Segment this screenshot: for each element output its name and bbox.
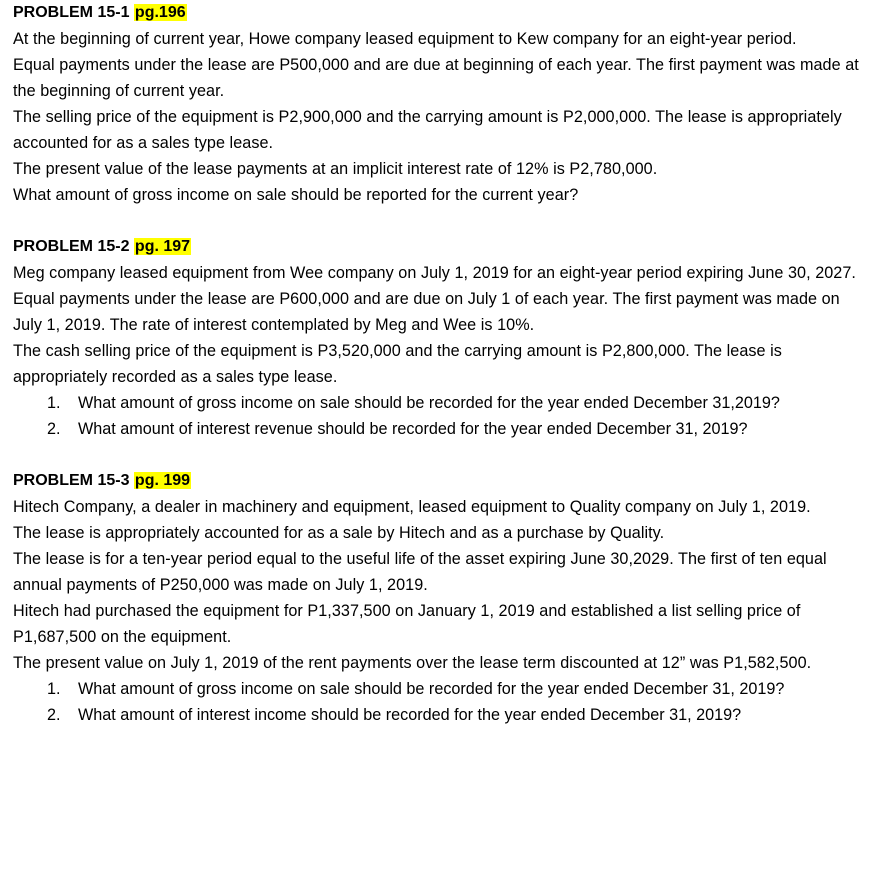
problem-heading [13,0,863,26]
problem-title: PROBLEM 15-3 [13,472,134,489]
question-text: What amount of gross income on sale should be recorded for the year ended December 31,2019? [78,394,780,412]
page-reference-highlight: pg. 197 [134,238,191,255]
list-number: 2. [47,706,61,724]
problem-15-2 [13,234,863,442]
problem-question: What amount of gross income on sale should be reported for the current year? [13,186,579,204]
list-number: 2. [47,420,61,438]
problem-paragraph: Hitech Company, a dealer in machinery and equipment, leased equipment to Quality company on July 1, 2019. [13,498,811,516]
page-reference-highlight: pg. 199 [134,472,191,489]
problem-paragraph: The lease is for a ten-year period equal to the useful life of the asset expiring June 30,2029. The first of ten equal annual payments of P250,000 was made on July 1, 2019. [13,550,827,594]
problem-heading [13,234,863,260]
list-item [13,702,863,728]
page-reference-highlight: pg.196 [134,4,186,21]
problem-paragraph: Equal payments under the lease are P500,000 and are due at beginning of each year. The first payment was made at the beginning of current year. [13,56,859,100]
problem-paragraph: Equal payments under the lease are P600,000 and are due on July 1 of each year. The first payment was made on July 1, 2019. The rate of interest contemplated by Meg and Wee is 10%. [13,290,840,334]
problem-paragraph: The present value of the lease payments at an implicit interest rate of 12% is P2,780,000. [13,160,658,178]
list-item [13,676,863,702]
question-text: What amount of gross income on sale should be recorded for the year ended December 31, 2019? [78,680,785,698]
list-item [13,390,863,416]
problem-paragraph: Meg company leased equipment from Wee company on July 1, 2019 for an eight-year period expiring June 30, 2027. [13,264,856,282]
list-item [13,416,863,442]
problem-paragraph: The lease is appropriately accounted for as a sale by Hitech and as a purchase by Quality. [13,524,665,542]
question-text: What amount of interest income should be recorded for the year ended December 31, 2019? [78,706,742,724]
problem-15-1 [13,0,863,208]
problem-paragraph: The present value on July 1, 2019 of the rent payments over the lease term discounted at 12” was P1,582,500. [13,654,812,672]
problem-paragraph: The selling price of the equipment is P2,900,000 and the carrying amount is P2,000,000. The lease is appropriately accounted for as a sales type lease. [13,108,842,152]
problem-15-3 [13,468,863,728]
question-list [13,676,863,728]
problem-paragraph: Hitech had purchased the equipment for P1,337,500 on January 1, 2019 and established a list selling price of P1,687,500 on the equipment. [13,602,801,646]
problem-paragraph: The cash selling price of the equipment is P3,520,000 and the carrying amount is P2,800,000. The lease is appropriately recorded as a sales type lease. [13,342,782,386]
document-page [13,0,863,728]
list-number: 1. [47,394,61,412]
question-list [13,390,863,442]
problem-title: PROBLEM 15-2 [13,238,134,255]
problem-paragraph: At the beginning of current year, Howe company leased equipment to Kew company for an eight-year period. [13,30,797,48]
problem-title: PROBLEM 15-1 [13,4,134,21]
question-text: What amount of interest revenue should be recorded for the year ended December 31, 2019? [78,420,748,438]
problem-heading [13,468,863,494]
list-number: 1. [47,680,61,698]
